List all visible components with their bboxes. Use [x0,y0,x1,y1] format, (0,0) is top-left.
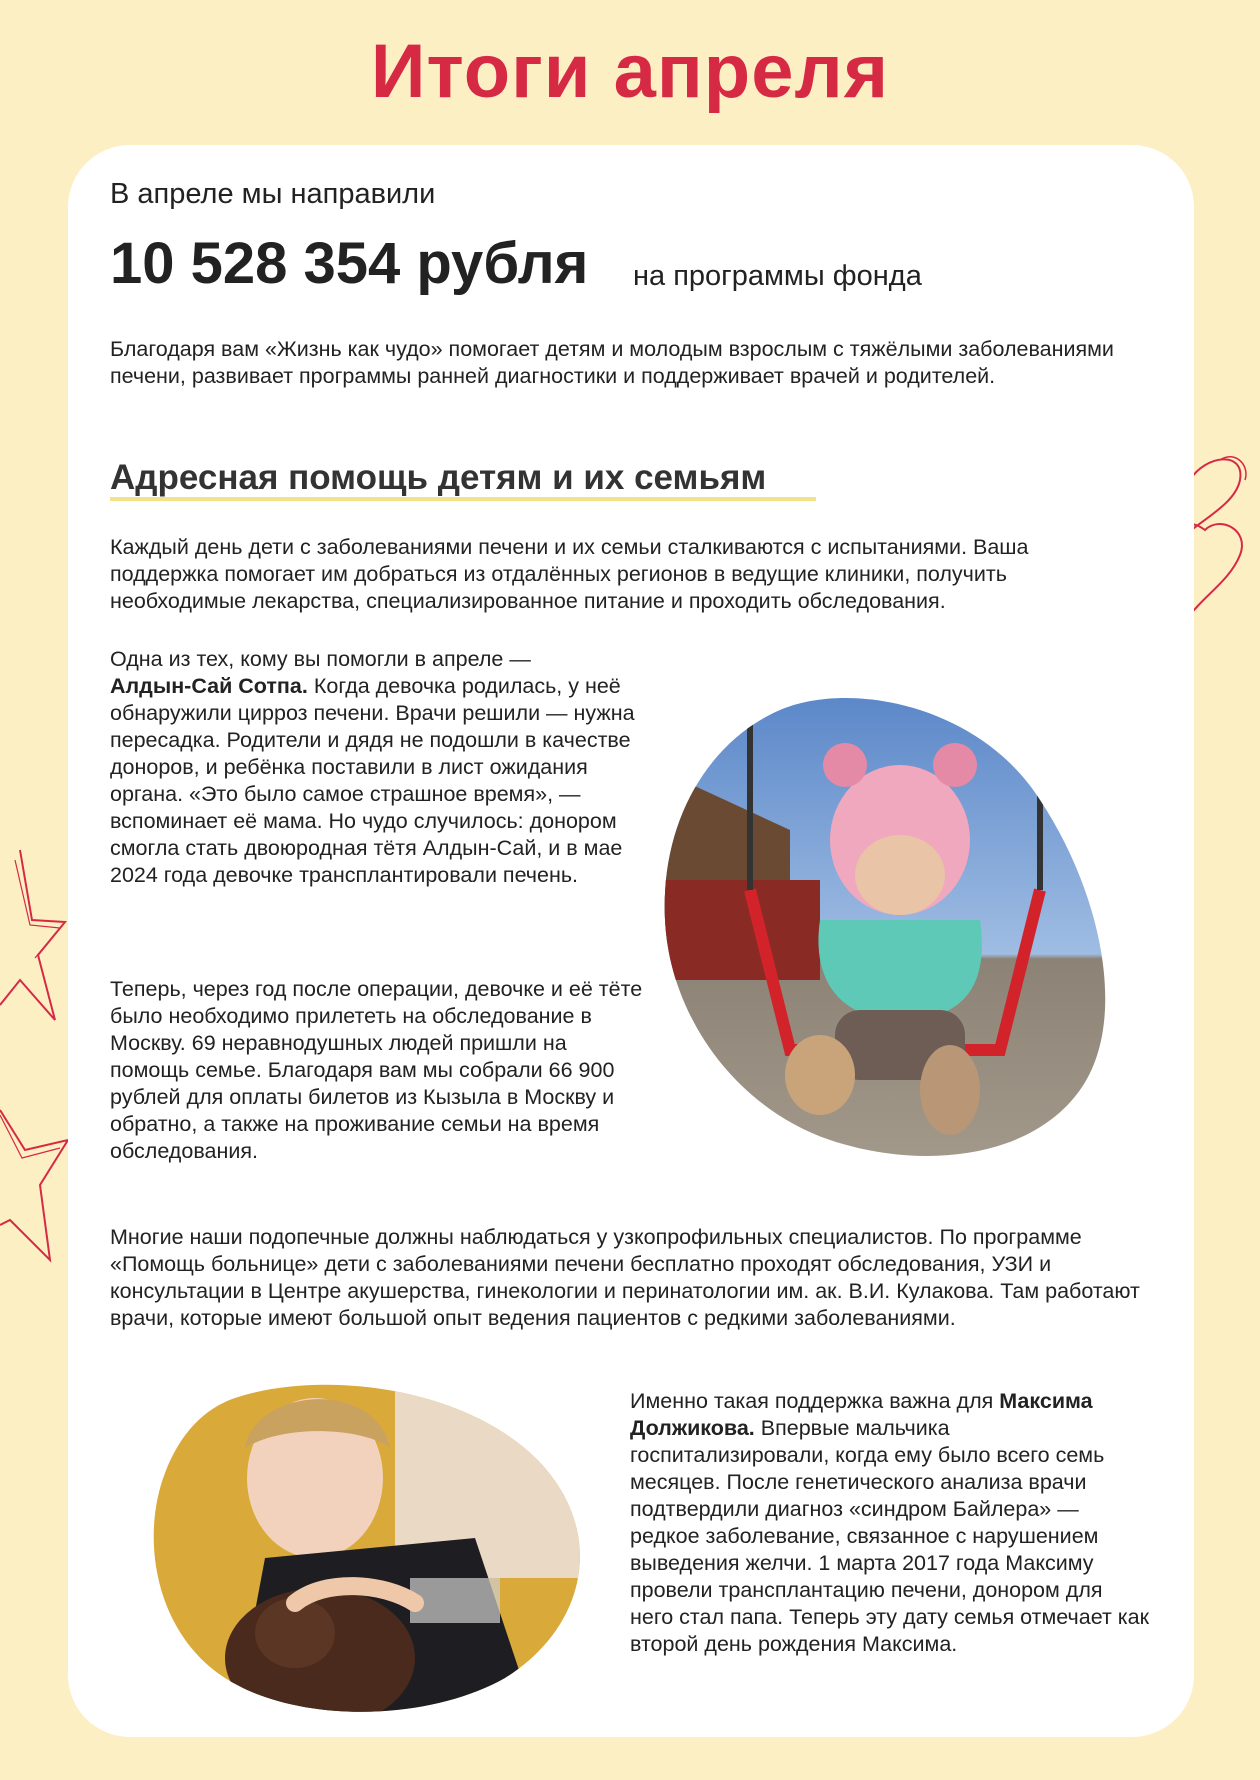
story-2-name: Максима Должикова. [630,1389,1093,1440]
story-name: Алдын-Сай Сотпа. [110,674,308,698]
story-maksim [630,1388,1150,1658]
amount-suffix: на программы фонда [633,260,922,292]
photo-girl-on-swing [660,690,1120,1170]
story-2-lead: Именно такая поддержка важна для [630,1389,994,1413]
section-heading: Адресная помощь детям и их семьям [110,458,767,497]
section-paragraph-2: Многие наши подопечные должны наблюдаться у узкопрофильных специалистов. По программе «Помощь больнице» дети с заболеваниями печени бесплатно проходят обследования, УЗИ и консультации в Центре акушерства, гинекологии и перинатологии им. ак. В.И. Кулакова. Там работают врачи, которые имеют большой опыт ведения пациентов с редкими заболеваниями. [110,1225,1140,1330]
story-aldyn-sai [110,646,650,889]
story-aldyn-sai-followup: Теперь, через год после операции, девочке и её тёте было необходимо прилететь на обследование в Москву. 69 неравнодушных людей пришли на помощь семье. Благодаря вам мы собрали 66 900 рублей для оплаты билетов из Кызыла в Москву и обратно, а также на проживание семьи на время обследования. [110,977,643,1163]
heading-underline [110,497,816,501]
intro-paragraph: Благодаря вам «Жизнь как чудо» помогает детям и молодым взрослым с тяжёлыми заболеваниями печени, развивает программы ранней диагностики и поддерживает врачей и родителей. [110,337,1114,388]
page-title: Итоги апреля [370,29,890,114]
story-lead: Одна из тех, кому вы помогли в апреле — [110,647,531,671]
photo-boy-with-dog [145,1378,595,1718]
section-paragraph-1: Каждый день дети с заболеваниями печени и их семьи сталкиваются с испытаниями. Ваша поддержка помогает им добраться из отдалённых регионов в ведущие клиники, получить необходимые лекарства, специализированное питание и проходить обследования. [110,535,1029,613]
amount-total: 10 528 354 рубля [110,231,589,296]
story-2-text: Впервые мальчика госпитализировали, когда ему было всего семь месяцев. После генетического анализа врачи подтвердили диагноз «синдром Байлера» — редкое заболевание, связанное с нарушением выведения желчи. 1 марта 2017 года Максиму провели трансплантацию печени, донором для него стал папа. Теперь эту дату семья отмечает как второй день рождения Максима. [630,1416,1150,1656]
intro-line: В апреле мы направили [110,178,436,210]
story-text: Когда девочка родилась, у неё обнаружили цирроз печени. Врачи решили — нужна пересадка. Родители и дядя не подошли в качестве доноров, и ребёнка поставили в лист ожидания органа. «Это было самое страшное время», — вспоминает её мама. Но чудо случилось: донором смогла стать двоюродная тётя Алдын-Сай, и в мае 2024 года девочке трансплантировали печень. [110,674,635,887]
